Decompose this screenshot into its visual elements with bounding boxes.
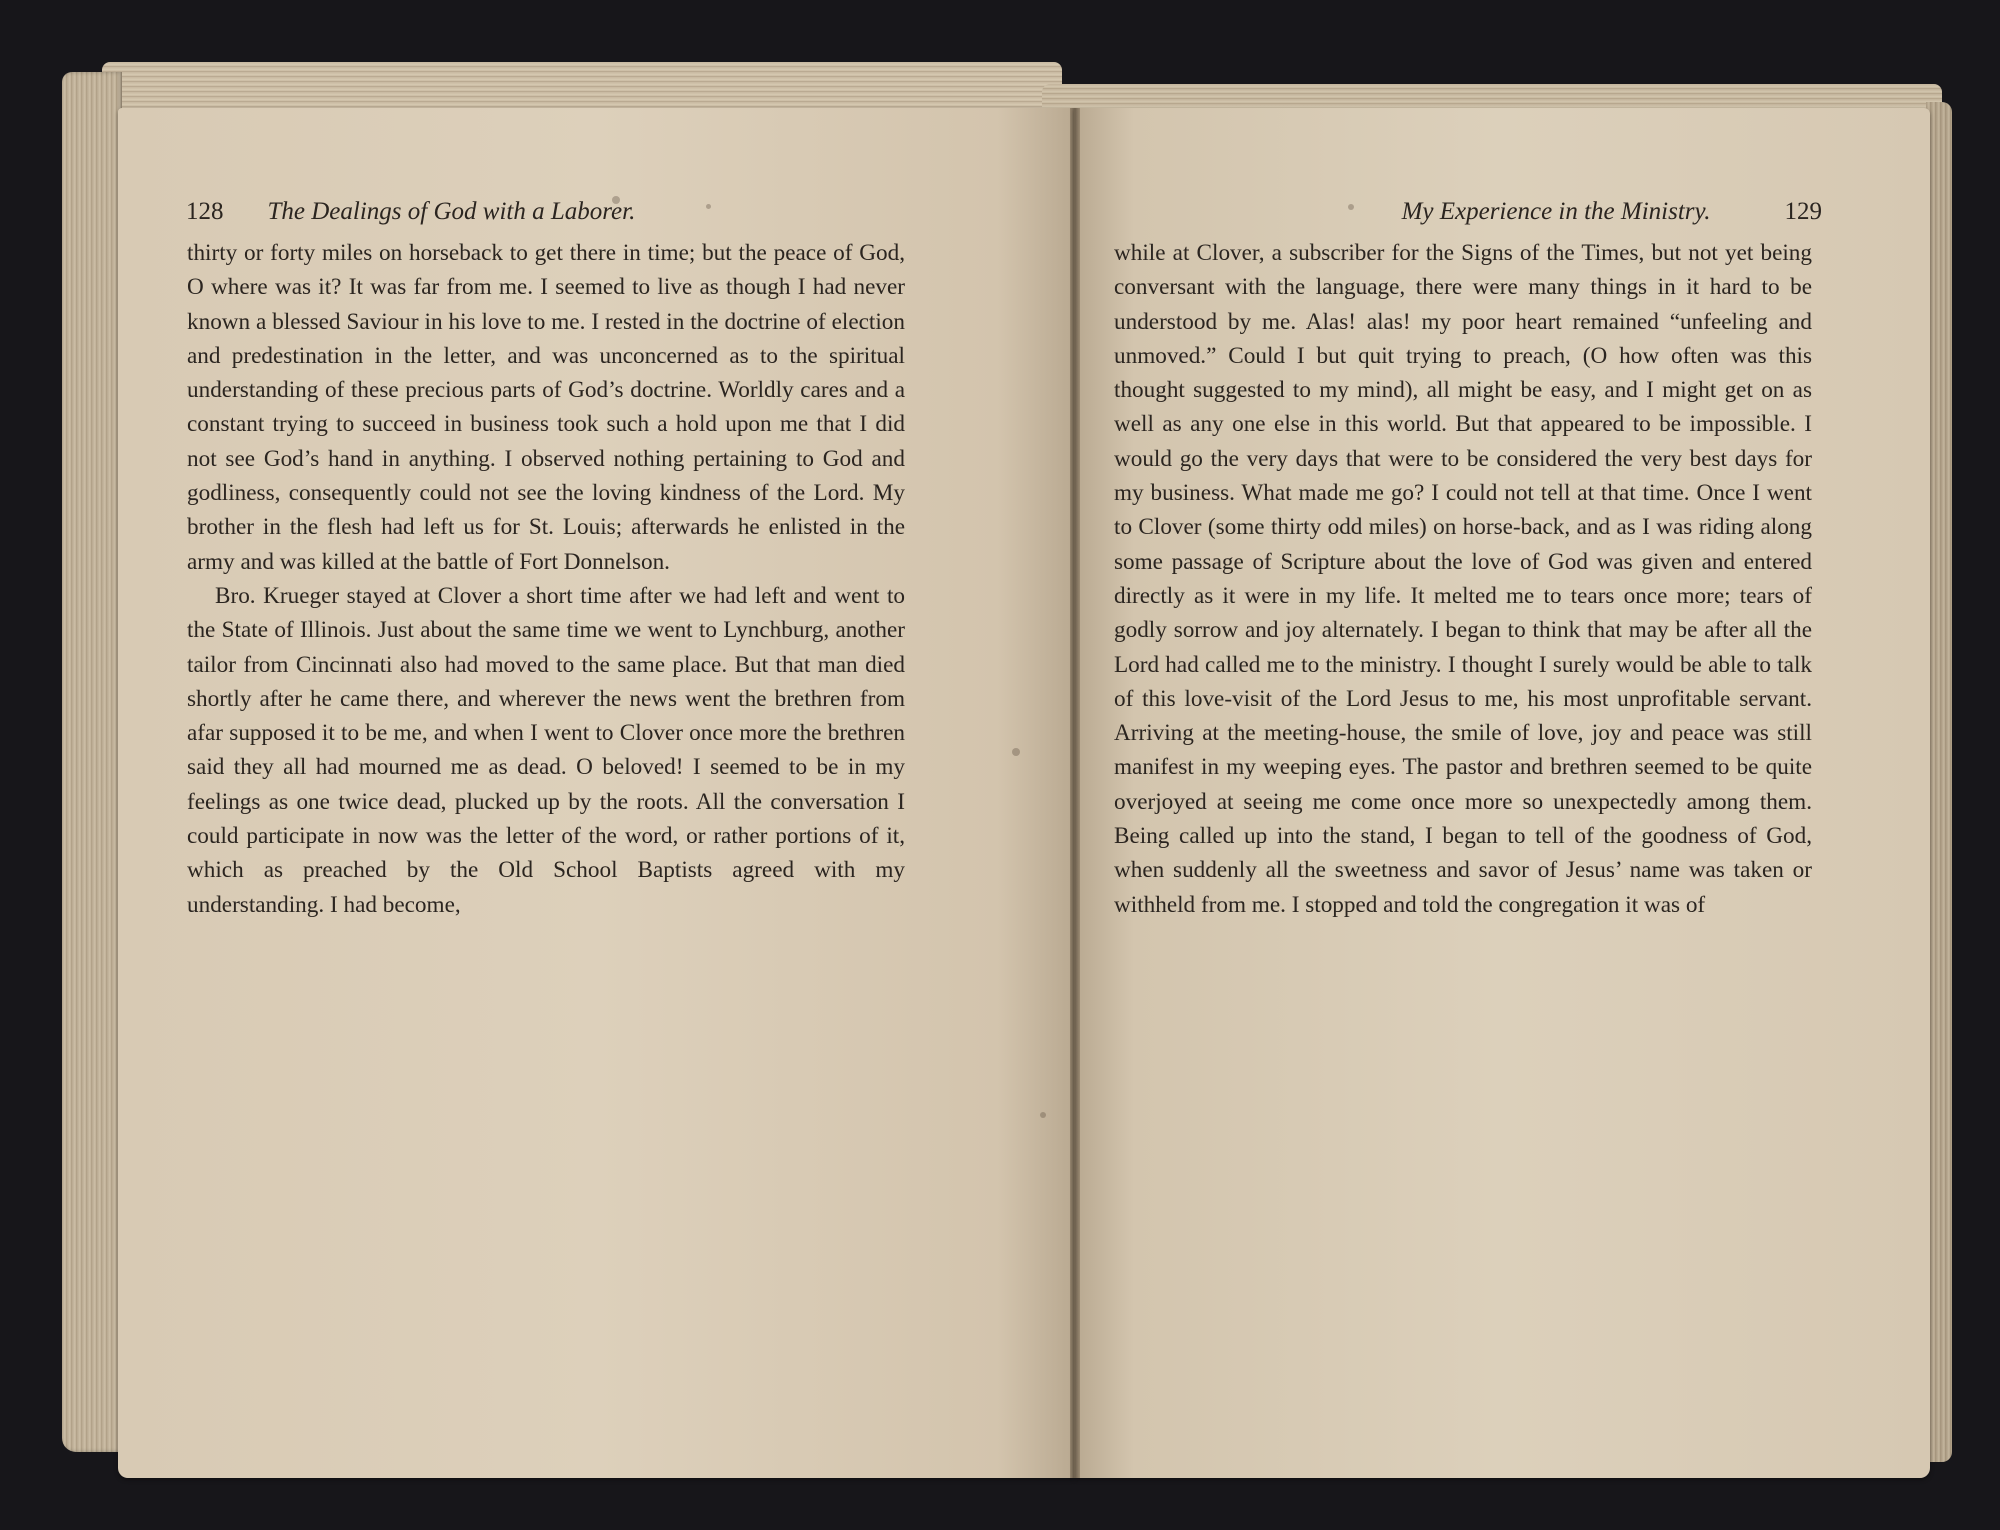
- book-gutter: [1070, 108, 1080, 1478]
- paragraph: Bro. Krueger stayed at Clover a short time after we had left and went to the State of Illinois. Just about the same time we went to Lynchburg, another tailor from Cincinnati also had moved to the same place. But that man died shortly after he came there, and wherever the news went the brethren from afar supposed it to be me, and when I went to Clover once more the brethren said they all had mourned me as dead. O beloved! I seemed to be in my feelings as one twice dead, plucked up by the roots. All the conversation I could participate in now was the letter of the word, or rather portions of it, which as preached by the Old School Baptists agreed with my understanding. I had become,: [187, 582, 905, 918]
- paragraph: thirty or forty miles on horseback to get there in time; but the peace of God, O where was it? It was far from me. I seemed to live as though I had never known a blessed Saviour in his love to me. I rested in the doctrine of election and predestination in the letter, and was unconcerned as to the spiritual understanding of these precious parts of God’s doctrine. Worldly cares and a constant trying to succeed in business took such a hold upon me that I did not see God’s hand in anything. I observed nothing pertaining to God and godliness, consequently could not see the loving kindness of the Lord. My brother in the flesh had left us for St. Louis; afterwards he enlisted in the army and was killed at the battle of Fort Donnelson.: [187, 240, 905, 575]
- page-number: 128: [186, 198, 224, 225]
- right-page-body: [1114, 236, 1812, 922]
- left-running-head: [186, 198, 926, 226]
- page-edges-top-left: [102, 62, 1062, 108]
- right-running-head: [1130, 198, 1822, 226]
- ink-spot: [1012, 748, 1020, 756]
- paragraph: while at Clover, a subscriber for the Signs of the Times, but not yet being conversant with the language, there were many things in it hard to be understood by me. Alas! alas! my poor heart remained “unfeeling and unmoved.” Could I but quit trying to preach, (O how often was this thought suggested to my mind), all might be easy, and I might get on as well as any one else in this world. But that appeared to be impossible. I would go the very days that were to be considered the very best days for my business. What made me go? I could not tell at that time. Once I went to Clover (some thirty odd miles) on horse-back, and as I was riding along some passage of Scripture about the love of God was given and entered directly as it were in my life. It melted me to tears once more; tears of godly sorrow and joy alternately. I began to think that may be after all the Lord had called me to the ministry. I thought I surely would be able to talk of this love-visit of the Lord Jesus to me, his most unprofitable servant. Arriving at the meeting-house, the smile of love, joy and peace was still manifest in my weeping eyes. The pastor and brethren seemed to be quite overjoyed at seeing me come once more so unexpectedly among them. Being called up into the stand, I began to tell of the goodness of God, when suddenly all the sweetness and savor of Jesus’ name was taken or withheld from me. I stopped and told the congregation it was of: [1114, 240, 1812, 918]
- ink-spot: [1040, 1112, 1046, 1118]
- left-page-body: [187, 236, 905, 922]
- page-edges-left: [62, 72, 122, 1452]
- running-title: The Dealings of God with a Laborer.: [267, 198, 636, 225]
- page-number: 129: [1784, 198, 1822, 225]
- running-title: My Experience in the Ministry.: [1401, 198, 1711, 225]
